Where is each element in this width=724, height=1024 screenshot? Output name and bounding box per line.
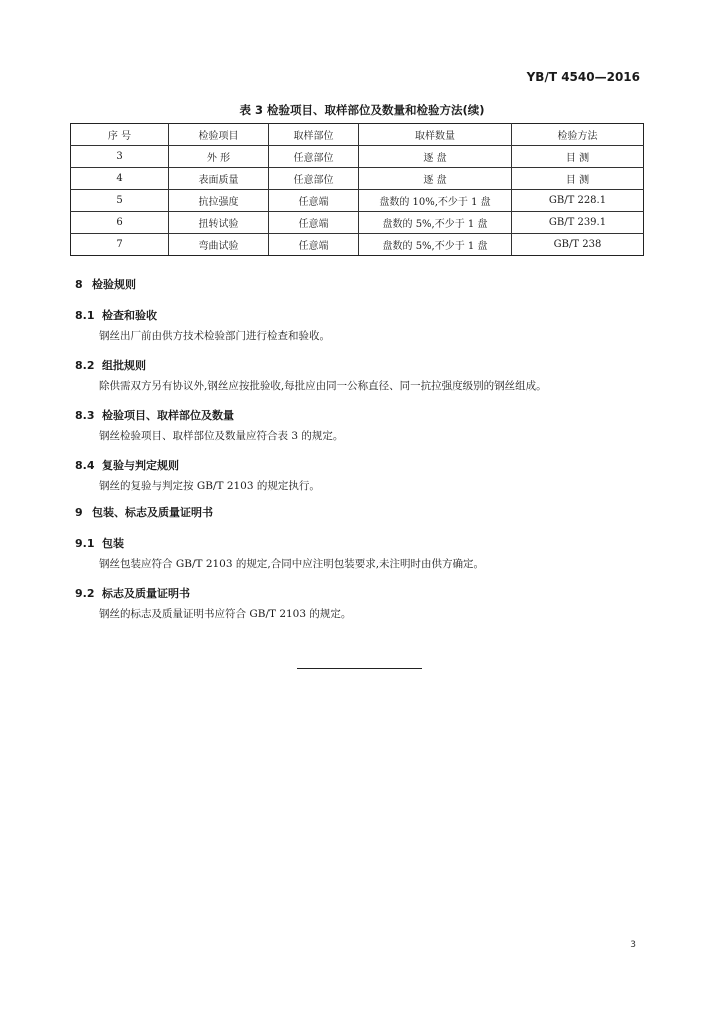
table-cell: 3: [71, 146, 169, 168]
table-cell: 盘数的 10%,不少于 1 盘: [359, 190, 512, 212]
clause-9-1: [75, 534, 645, 574]
table-cell: GB/T 239.1: [512, 212, 644, 234]
table-cell: GB/T 238: [512, 234, 644, 256]
table-row: [71, 234, 644, 256]
section-heading-9: 9 包装、标志及质量证明书: [75, 506, 213, 519]
clause-heading: 9.1 包装: [75, 537, 124, 550]
table-cell: 盘数的 5%,不少于 1 盘: [359, 234, 512, 256]
table-cell: 目 测: [512, 168, 644, 190]
table-row: [71, 146, 644, 168]
standard-number: YB/T 4540—2016: [526, 70, 640, 84]
clause-text: 除供需双方另有协议外,钢丝应按批验收,每批应由同一公称直径、同一抗拉强度级别的钢丝组成。: [99, 380, 547, 392]
table-cell: 逐 盘: [359, 146, 512, 168]
table-cell: 外 形: [169, 146, 269, 168]
table-cell: 盘数的 5%,不少于 1 盘: [359, 212, 512, 234]
clause-text: 钢丝的标志及质量证明书应符合 GB/T 2103 的规定。: [99, 608, 352, 620]
table-cell: 任意端: [269, 212, 359, 234]
clause-heading: 8.2 组批规则: [75, 359, 146, 372]
table-cell: 任意部位: [269, 168, 359, 190]
table-row: [71, 212, 644, 234]
clause-9-2: [75, 584, 645, 624]
clause-8-4: [75, 456, 645, 496]
table-cell: 任意端: [269, 190, 359, 212]
column-header-location: 取样部位: [269, 124, 359, 146]
inspection-table: [70, 123, 644, 256]
table-cell: 任意部位: [269, 146, 359, 168]
column-header-sequence: 序 号: [71, 124, 169, 146]
section-title: 包装、标志及质量证明书: [92, 506, 213, 519]
clause-text: 钢丝出厂前由供方技术检验部门进行检查和验收。: [99, 330, 330, 342]
document-body: [75, 278, 645, 634]
table-cell: 抗拉强度: [169, 190, 269, 212]
table-cell: 6: [71, 212, 169, 234]
table-cell: 任意端: [269, 234, 359, 256]
table-cell: 5: [71, 190, 169, 212]
table-cell: 弯曲试验: [169, 234, 269, 256]
clause-heading: 9.2 标志及质量证明书: [75, 587, 190, 600]
clause-text: 钢丝包装应符合 GB/T 2103 的规定,合同中应注明包装要求,未注明时由供方确定。: [99, 558, 485, 570]
section-heading-8: 8 检验规则: [75, 278, 136, 291]
table-row: [71, 190, 644, 212]
page-number: 3: [630, 940, 636, 950]
table-row: [71, 168, 644, 190]
clause-text: 钢丝的复验与判定按 GB/T 2103 的规定执行。: [99, 480, 320, 492]
end-of-document-line: [297, 668, 422, 669]
clause-heading: 8.4 复验与判定规则: [75, 459, 179, 472]
column-header-quantity: 取样数量: [359, 124, 512, 146]
clause-8-3: [75, 406, 645, 446]
table-cell: 目 测: [512, 146, 644, 168]
table-cell: 7: [71, 234, 169, 256]
column-header-item: 检验项目: [169, 124, 269, 146]
table-cell: 4: [71, 168, 169, 190]
clause-heading: 8.3 检验项目、取样部位及数量: [75, 409, 234, 422]
table-header-row: [71, 124, 644, 146]
clause-8-1: [75, 306, 645, 346]
table-cell: 扭转试验: [169, 212, 269, 234]
clause-text: 钢丝检验项目、取样部位及数量应符合表 3 的规定。: [99, 430, 344, 442]
section-title: 检验规则: [92, 278, 136, 291]
table-cell: GB/T 228.1: [512, 190, 644, 212]
table-caption: 表 3 检验项目、取样部位及数量和检验方法(续): [239, 103, 485, 117]
clause-heading: 8.1 检查和验收: [75, 309, 157, 322]
table-cell: 表面质量: [169, 168, 269, 190]
column-header-method: 检验方法: [512, 124, 644, 146]
table-cell: 逐 盘: [359, 168, 512, 190]
clause-8-2: [75, 356, 645, 396]
